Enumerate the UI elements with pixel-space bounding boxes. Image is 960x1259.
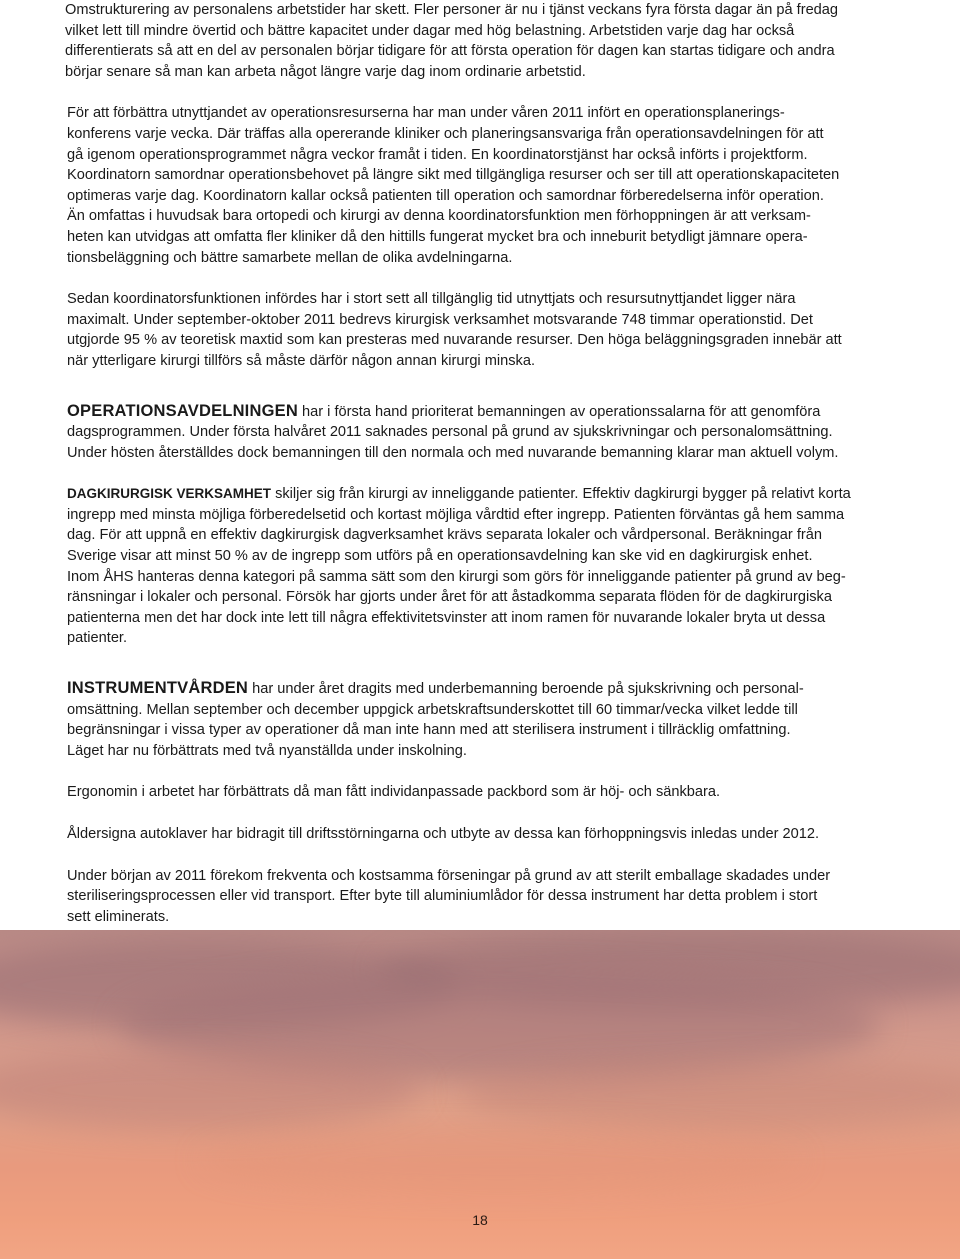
text-line: steriliseringsprocessen eller vid transport. Efter byte till aluminiumlådor för dessa instrument har detta problem i stort [67,888,818,905]
section-heading: DAGKIRURGISK VERKSAMHET [67,486,272,502]
paragraph-arbetstider [65,0,899,82]
text-line: gå igenom operationsprogrammet några veckor framåt i tiden. En koordinatorstjänst har också införts i projektform. [67,146,808,163]
text-line: sett eliminerats. [67,908,170,925]
document-body [67,0,899,927]
text-line: patienter. [67,630,128,647]
text-line: konferens varje vecka. Där träffas alla opererande kliniker och planeringsansvariga från operationsavdelningen för att [67,125,824,142]
text-line [67,484,899,505]
section-instrumentvarden [67,678,899,761]
section-operationsavdelningen [67,401,899,464]
text-line: Sedan koordinatorsfunktionen infördes har i stort sett all tillgänglig tid utnyttjats och resursutnyttjandet ligger nära [67,291,796,308]
section-heading: INSTRUMENTVÅRDEN [67,679,249,698]
text-line: dag. För att uppnå en effektiv dagkirurgisk dagverksamhet krävs separata lokaler och vårdpersonal. Beräkningar från [67,527,822,544]
cloud-shape [200,1130,800,1190]
paragraph-autoklaver [67,824,899,845]
text-line: Än omfattas i huvudsak bara ortopedi och kirurgi av denna koordinatorsfunktion men förhoppningen är att verksam- [67,208,811,225]
cloud-shape [0,1050,420,1130]
text-line: ingrepp med minsta möjliga förberedelsetid och kortast möjliga vårdtid efter ingrepp. Patienten förväntas gå hem samma [67,506,845,523]
text-line: vilket lett till mindre övertid och bättre kapacitet under dagar med hög belastning. Arbetstiden varje dag har också [65,22,795,39]
text-line: maximalt. Under september-oktober 2011 bedrevs kirurgisk verksamhet motsvarande 748 timmar operationstid. Det [67,311,813,328]
section-heading: OPERATIONSAVDELNINGEN [67,401,298,420]
section-dagkirurgisk [67,484,899,649]
text-line: börjar senare så man kan arbeta något längre varje dag inom ordinarie arbetstid. [65,63,586,80]
text-line: Åldersigna autoklaver har bidragit till driftsstörningarna och utbyte av dessa kan förhoppningsvis inledas under 2012. [67,826,820,842]
text-line: heten kan utvidgas att omfatta fler kliniker då den hittills fungerat mycket bra och inneburit betydligt jämnare opera- [67,228,808,245]
text-line: För att förbättra utnyttjandet av operationsresurserna har man under våren 2011 infört en operationsplanerings- [67,105,785,122]
text-line: Inom ÅHS hanteras denna kategori på samma sätt som den kirurgi som görs för inneliggande patienter på grund av beg- [67,568,846,585]
text-line: begränsningar i vissa typer av operationer då man inte hann med att sterilisera instrument i tillräcklig omfattning. [67,722,791,739]
text-line: när ytterligare kirurgi tillförs så måste därför någon annan kirurgi minska. [67,352,536,369]
text-line: Omstrukturering av personalens arbetstider har skett. Fler personer är nu i tjänst veckans fyra första dagar än på fredag [65,2,839,18]
paragraph-ergonomi [67,782,899,803]
text-run: har i första hand prioriterat bemanningen av operationssalarna för att genomföra [297,403,821,420]
text-line: Under hösten återställdes dock bemanningen till den normala och med nuvarande bemanning klarar man aktuell volym. [67,444,839,461]
text-line: tionsbeläggning och bättre samarbete mellan de olika avdelningarna. [67,249,513,266]
text-line: Sverige visar att minst 50 % av de ingrepp som utförs på en operationsavdelning kan ske vid en dagkirurgisk enhet. [67,548,813,565]
text-line: patienterna men det har dock inte lett till några effektivitetsvinster att inom ramen för nuvarande lokaler bryta ut dessa [67,609,826,626]
text-line: Läget har nu förbättrats med två nyanställda under inskolning. [67,742,467,759]
text-line [67,678,899,700]
page-number: 18 [472,1212,488,1228]
sunset-sky-image [0,930,960,1259]
text-line: omsättning. Mellan september och december uppgick arbetskraftsunderskottet till 60 timmar/vecka vilket ledde till [67,701,798,718]
cloud-shape [460,1060,960,1130]
text-line: differentierats så att en del av personalen börjar tidigare för att första operation för dagen kan startas tidigare och andra [65,43,835,60]
paragraph-planering [67,103,899,268]
text-line: Under början av 2011 förekom frekventa och kostsamma förseningar på grund av att sterilt emballage skadades under [67,867,831,884]
text-line: utgjorde 95 % av teoretisk maxtid som kan presteras med nuvarande resurser. Den höga beläggningsgraden innebär att [67,332,842,349]
text-line [67,401,899,423]
paragraph-koordinator [67,289,899,371]
text-run: har under året dragits med underbemanning beroende på sjukskrivning och personal- [248,681,804,698]
text-line: ränsningar i lokaler och personal. Försök har gjorts under året för att åstadkomma separata flöden för de dagkirurgiska [67,589,832,606]
text-line: Ergonomin i arbetet har förbättrats då man fått individanpassade packbord som är höj- och sänkbara. [67,784,721,801]
text-line: optimeras varje dag. Koordinatorn kallar också patienten till operation och samordnar förberedelserna inför operation. [67,187,824,204]
paragraph-forseningar [67,866,899,928]
text-line: Koordinatorn samordnar operationsbehovet på längre sikt med tillgängliga resurser och ser till att operationskapaciteten [67,167,840,184]
text-line: dagsprogrammen. Under första halvåret 2011 saknades personal på grund av sjukskrivningar och personalomsättning. [67,424,833,441]
text-run: skiljer sig från kirurgi av inneliggande patienter. Effektiv dagkirurgi bygger på relativt korta [271,486,851,503]
